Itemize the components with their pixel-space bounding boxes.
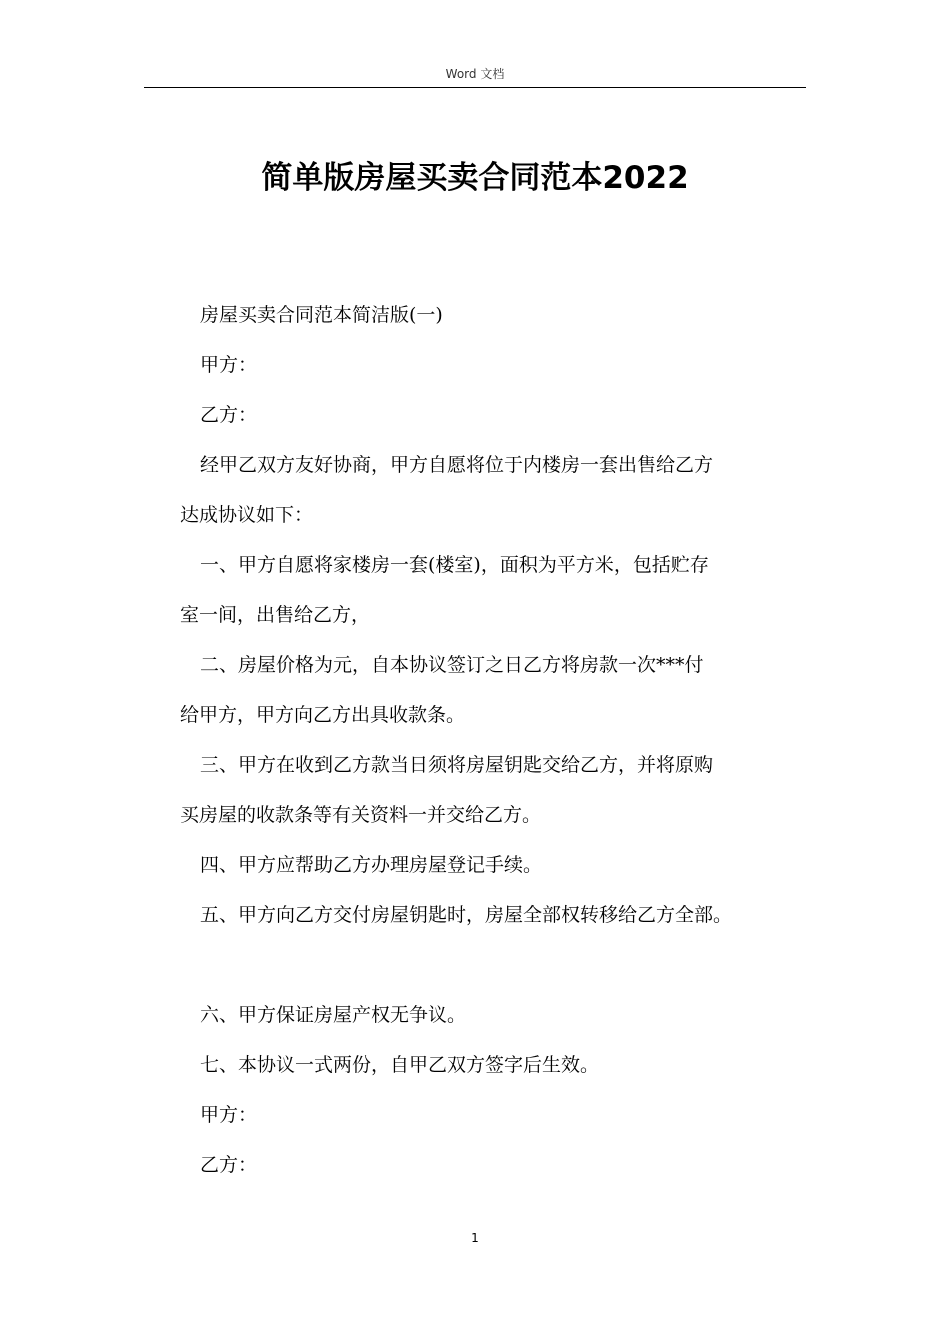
signature-party-b: 乙方： (200, 1154, 258, 1176)
clause-2-line2: 给甲方，甲方向乙方出具收款条。 (180, 704, 466, 726)
paragraph-party-a: 甲方： (200, 354, 258, 376)
clause-1-line2: 室一间，出售给乙方， (180, 604, 371, 626)
clause-5: 五、甲方向乙方交付房屋钥匙时，房屋全部权转移给乙方全部。 (200, 904, 733, 926)
clause-7: 七、本协议一式两份，自甲乙双方签字后生效。 (200, 1054, 600, 1076)
paragraph-subtitle: 房屋买卖合同范本简洁版(一) (200, 304, 443, 326)
header-divider (144, 87, 806, 88)
clause-2-line1: 二、房屋价格为元，自本协议签订之日乙方将房款一次***付 (200, 654, 704, 676)
clause-3-line1: 三、甲方在收到乙方款当日须将房屋钥匙交给乙方，并将原购 (200, 754, 714, 776)
page-number: 1 (471, 1231, 479, 1245)
page-header: Word 文档 (445, 67, 505, 81)
document-title: 简单版房屋买卖合同范本2022 (261, 160, 689, 196)
paragraph-party-b: 乙方： (200, 404, 258, 426)
clause-6: 六、甲方保证房屋产权无争议。 (200, 1004, 467, 1026)
signature-party-a: 甲方： (200, 1104, 258, 1126)
clause-1-line1: 一、甲方自愿将家楼房一套(楼室)，面积为平方米，包括贮存 (200, 554, 709, 576)
clause-3-line2: 买房屋的收款条等有关资料一并交给乙方。 (180, 804, 542, 826)
paragraph-intro-line1: 经甲乙双方友好协商，甲方自愿将位于内楼房一套出售给乙方 (200, 454, 714, 476)
clause-4: 四、甲方应帮助乙方办理房屋登记手续。 (200, 854, 543, 876)
paragraph-intro-line2: 达成协议如下： (180, 504, 314, 526)
